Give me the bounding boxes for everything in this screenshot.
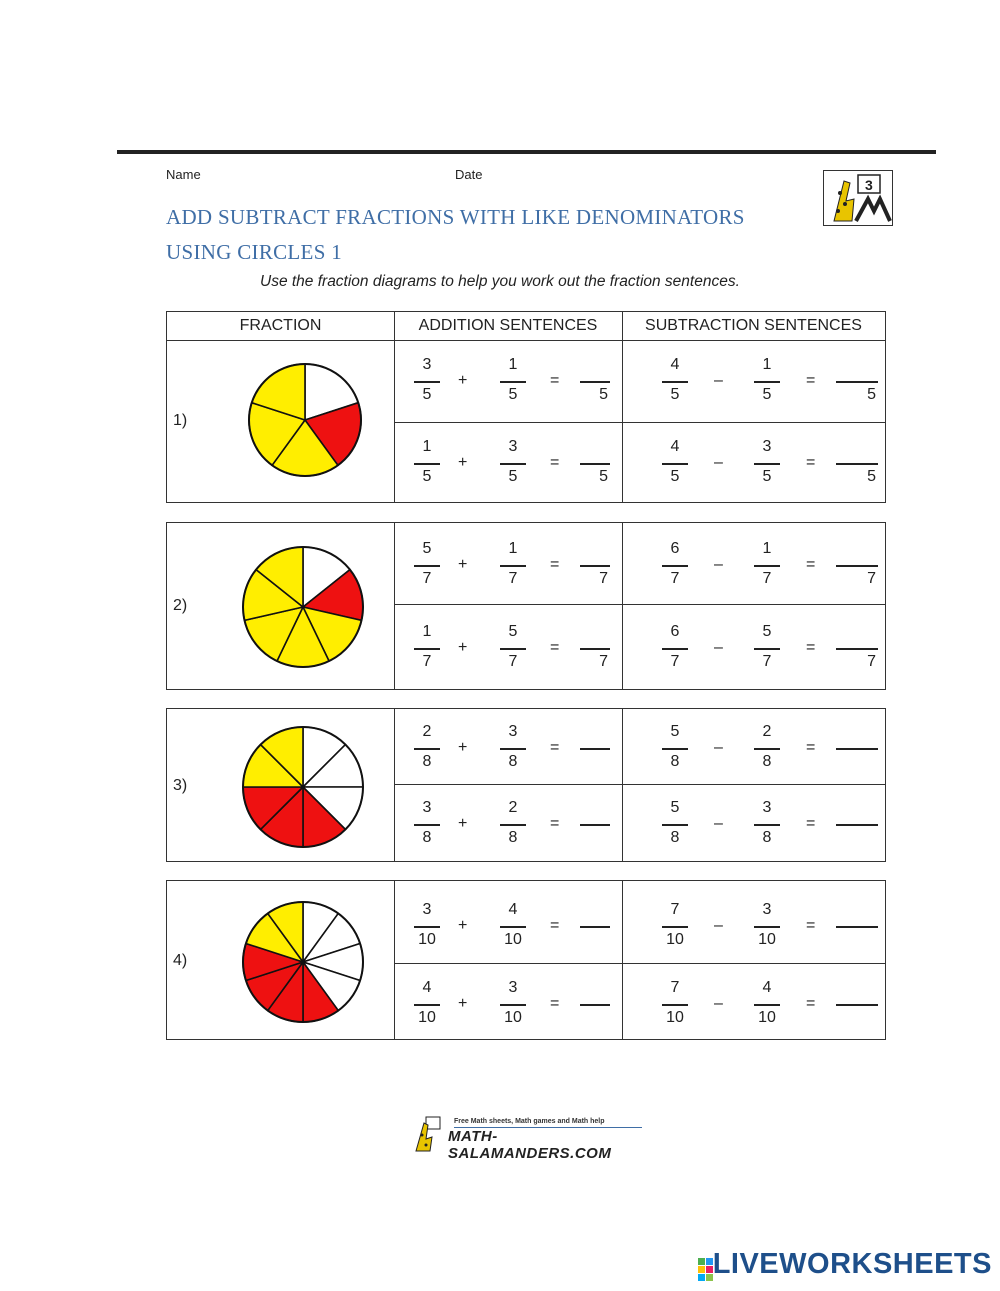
answer-line [580,463,610,465]
answer-line [580,748,610,750]
first-denominator: 7 [670,653,680,670]
plus-sign: + [458,815,468,832]
first-fraction [658,793,692,855]
first-denominator: 7 [670,570,680,587]
equals-sign: = [806,454,816,471]
sentence [622,891,885,963]
first-fraction [658,717,692,779]
header-fraction: FRACTION [239,317,322,334]
problem-label: 4) [173,952,188,969]
answer-blank[interactable] [836,975,878,1035]
fraction-bar [414,926,440,928]
first-denominator: 10 [666,1009,684,1026]
worksheet-title-line1: ADD SUBTRACT FRACTIONS WITH LIKE DENOMINATORS [166,205,745,229]
first-numerator: 4 [422,979,432,996]
sentence [394,969,622,1041]
sentence [394,789,622,861]
answer-denominator: 7 [867,570,876,587]
fraction-bar [662,565,688,567]
second-fraction [496,973,530,1035]
second-fraction [496,793,530,855]
first-denominator: 10 [418,931,436,948]
fraction-bar [754,824,780,826]
problem-label: 1) [173,412,188,429]
date-label: Date [455,167,483,182]
second-numerator: 2 [508,799,518,816]
plus-sign: + [458,556,468,573]
problem-block-2 [166,522,886,690]
answer-line [580,565,610,567]
fraction-bar [414,463,440,465]
answer-line [580,381,610,383]
fraction-bar [754,748,780,750]
second-fraction [496,350,530,412]
first-denominator: 5 [422,386,432,403]
answer-line [836,565,878,567]
answer-blank[interactable] [580,434,610,494]
second-denominator: 8 [762,829,772,846]
fraction-bar [414,824,440,826]
minus-sign: – [714,639,723,656]
first-numerator: 3 [422,356,432,373]
fraction-bar [754,381,780,383]
answer-blank[interactable] [836,434,878,494]
second-fraction [750,793,784,855]
first-fraction [410,793,444,855]
fraction-bar [500,463,526,465]
answer-line [836,748,878,750]
second-numerator: 2 [762,723,772,740]
second-denominator: 7 [762,570,772,587]
minus-sign: – [714,556,723,573]
header-addition: ADDITION SENTENCES [418,317,598,334]
fraction-circle-3 [241,725,365,849]
answer-blank[interactable] [836,897,878,957]
top-rule [117,150,936,154]
fraction-bar [754,463,780,465]
salamander-mini-icon [412,1115,448,1153]
equals-sign: = [806,639,816,656]
first-denominator: 5 [670,468,680,485]
fraction-circle-4 [241,900,365,1024]
second-denominator: 5 [508,468,518,485]
problem-label: 3) [173,777,188,794]
first-numerator: 5 [422,540,432,557]
answer-blank[interactable] [836,719,878,779]
first-denominator: 10 [666,931,684,948]
logo-badge-text: 3 [865,177,873,193]
equals-sign: = [550,739,560,756]
answer-blank[interactable] [836,536,878,596]
second-fraction [496,432,530,494]
answer-blank[interactable] [836,352,878,412]
fraction-bar [500,1004,526,1006]
second-numerator: 1 [508,356,518,373]
plus-sign: + [458,372,468,389]
answer-denominator: 7 [599,570,608,587]
first-denominator: 5 [670,386,680,403]
salamander-logo-icon [824,171,892,225]
first-denominator: 10 [418,1009,436,1026]
plus-sign: + [458,917,468,934]
salamander-logo [823,170,893,226]
first-denominator: 8 [422,829,432,846]
fraction-bar [754,926,780,928]
equals-sign: = [806,739,816,756]
second-fraction [750,350,784,412]
answer-blank[interactable] [580,795,610,855]
second-fraction [750,534,784,596]
first-fraction [658,895,692,957]
fraction-bar [414,1004,440,1006]
sentence [394,530,622,602]
footer-tagline: Free Math sheets, Math games and Math help [454,1118,605,1125]
first-fraction [658,350,692,412]
first-denominator: 8 [670,829,680,846]
second-denominator: 10 [758,931,776,948]
second-fraction [750,973,784,1035]
second-fraction [496,895,530,957]
second-numerator: 1 [762,356,772,373]
first-numerator: 4 [670,438,680,455]
first-fraction [410,432,444,494]
problem-block-4 [166,880,886,1040]
sentence [394,613,622,685]
first-numerator: 7 [670,979,680,996]
answer-blank[interactable] [836,795,878,855]
sentence [622,346,885,418]
row-divider [394,422,885,423]
first-numerator: 4 [670,356,680,373]
fraction-bar [754,565,780,567]
first-denominator: 8 [422,753,432,770]
second-denominator: 8 [508,753,518,770]
equals-sign: = [806,917,816,934]
fraction-bar [662,463,688,465]
equals-sign: = [806,815,816,832]
first-numerator: 5 [670,799,680,816]
answer-blank[interactable] [580,619,610,679]
answer-denominator: 5 [599,386,608,403]
answer-denominator: 5 [867,386,876,403]
answer-denominator: 7 [867,653,876,670]
instructions: Use the fraction diagrams to help you work out the fraction sentences. [260,273,740,290]
minus-sign: – [714,917,723,934]
first-fraction [658,617,692,679]
minus-sign: – [714,454,723,471]
first-fraction [410,717,444,779]
sentence [622,969,885,1041]
second-denominator: 8 [762,753,772,770]
first-fraction [410,973,444,1035]
sentence [394,713,622,785]
second-fraction [496,534,530,596]
second-numerator: 3 [762,901,772,918]
fraction-circle-1 [247,362,363,478]
answer-line [580,824,610,826]
second-fraction [750,617,784,679]
second-numerator: 3 [508,438,518,455]
first-fraction [410,350,444,412]
header-subtraction: SUBTRACTION SENTENCES [645,317,862,334]
answer-blank[interactable] [580,536,610,596]
second-fraction [496,617,530,679]
first-fraction [658,973,692,1035]
first-numerator: 3 [422,799,432,816]
equals-sign: = [806,995,816,1012]
sentence [394,428,622,500]
second-fraction [750,432,784,494]
fraction-bar [754,648,780,650]
answer-denominator: 5 [867,468,876,485]
first-numerator: 6 [670,540,680,557]
plus-sign: + [458,739,468,756]
first-denominator: 8 [670,753,680,770]
problem-block-3 [166,708,886,862]
first-fraction [658,432,692,494]
fraction-bar [500,748,526,750]
fraction-circle-2 [241,545,365,669]
fraction-bar [500,926,526,928]
first-numerator: 5 [670,723,680,740]
plus-sign: + [458,454,468,471]
fraction-bar [754,1004,780,1006]
second-denominator: 5 [762,386,772,403]
answer-line [836,648,878,650]
minus-sign: – [714,739,723,756]
answer-blank[interactable] [580,897,610,957]
minus-sign: – [714,995,723,1012]
second-numerator: 4 [508,901,518,918]
footer-logo [412,1115,644,1162]
answer-line [580,1004,610,1006]
fraction-bar [414,648,440,650]
answer-line [580,926,610,928]
fraction-bar [662,1004,688,1006]
fraction-bar [414,748,440,750]
sentence [394,346,622,418]
problem-label: 2) [173,597,188,614]
fraction-bar [662,381,688,383]
second-denominator: 7 [508,570,518,587]
fraction-bar [662,748,688,750]
fraction-bar [414,381,440,383]
answer-blank[interactable] [580,975,610,1035]
answer-line [836,1004,878,1006]
fraction-bar [500,381,526,383]
plus-sign: + [458,639,468,656]
fraction-bar [662,926,688,928]
equals-sign: = [550,556,560,573]
first-numerator: 6 [670,623,680,640]
answer-blank[interactable] [836,619,878,679]
sentence [622,530,885,602]
problem-block-1 [166,311,886,503]
fraction-bar [500,648,526,650]
second-denominator: 5 [508,386,518,403]
equals-sign: = [806,372,816,389]
answer-line [836,824,878,826]
first-numerator: 2 [422,723,432,740]
first-denominator: 7 [422,570,432,587]
second-denominator: 10 [504,931,522,948]
first-numerator: 1 [422,623,432,640]
second-denominator: 5 [762,468,772,485]
sentence [622,613,885,685]
second-numerator: 3 [508,979,518,996]
second-denominator: 10 [758,1009,776,1026]
fraction-bar [662,648,688,650]
first-numerator: 3 [422,901,432,918]
first-denominator: 7 [422,653,432,670]
answer-denominator: 7 [599,653,608,670]
first-numerator: 7 [670,901,680,918]
second-numerator: 4 [762,979,772,996]
equals-sign: = [550,639,560,656]
second-numerator: 1 [762,540,772,557]
answer-denominator: 5 [599,468,608,485]
row-divider [394,963,885,964]
equals-sign: = [806,556,816,573]
minus-sign: – [714,372,723,389]
equals-sign: = [550,995,560,1012]
second-numerator: 3 [508,723,518,740]
second-numerator: 5 [762,623,772,640]
fraction-bar [662,824,688,826]
first-fraction [410,895,444,957]
sentence [394,891,622,963]
sentence [622,428,885,500]
first-fraction [658,534,692,596]
worksheet-title-line2: USING CIRCLES 1 [166,240,343,264]
second-numerator: 3 [762,438,772,455]
first-fraction [410,617,444,679]
sentence [622,713,885,785]
second-denominator: 7 [762,653,772,670]
second-denominator: 7 [508,653,518,670]
minus-sign: – [714,815,723,832]
second-fraction [750,895,784,957]
name-label: Name [166,167,201,182]
second-numerator: 1 [508,540,518,557]
second-denominator: 8 [508,829,518,846]
equals-sign: = [550,372,560,389]
fraction-bar [500,565,526,567]
answer-line [836,463,878,465]
first-numerator: 1 [422,438,432,455]
equals-sign: = [550,917,560,934]
second-denominator: 10 [504,1009,522,1026]
answer-line [836,926,878,928]
liveworksheets-brand: LIVEWORKSHEETS [712,1248,992,1280]
plus-sign: + [458,995,468,1012]
fraction-bar [414,565,440,567]
sentence [622,789,885,861]
equals-sign: = [550,454,560,471]
answer-line [580,648,610,650]
answer-blank[interactable] [580,719,610,779]
header-divider [167,340,885,341]
row-divider [394,604,885,605]
second-fraction [496,717,530,779]
answer-blank[interactable] [580,352,610,412]
fraction-bar [500,824,526,826]
second-numerator: 3 [762,799,772,816]
first-fraction [410,534,444,596]
equals-sign: = [550,815,560,832]
first-denominator: 5 [422,468,432,485]
footer-site: MATH-SALAMANDERS.COM [448,1128,612,1162]
answer-line [836,381,878,383]
second-fraction [750,717,784,779]
second-numerator: 5 [508,623,518,640]
